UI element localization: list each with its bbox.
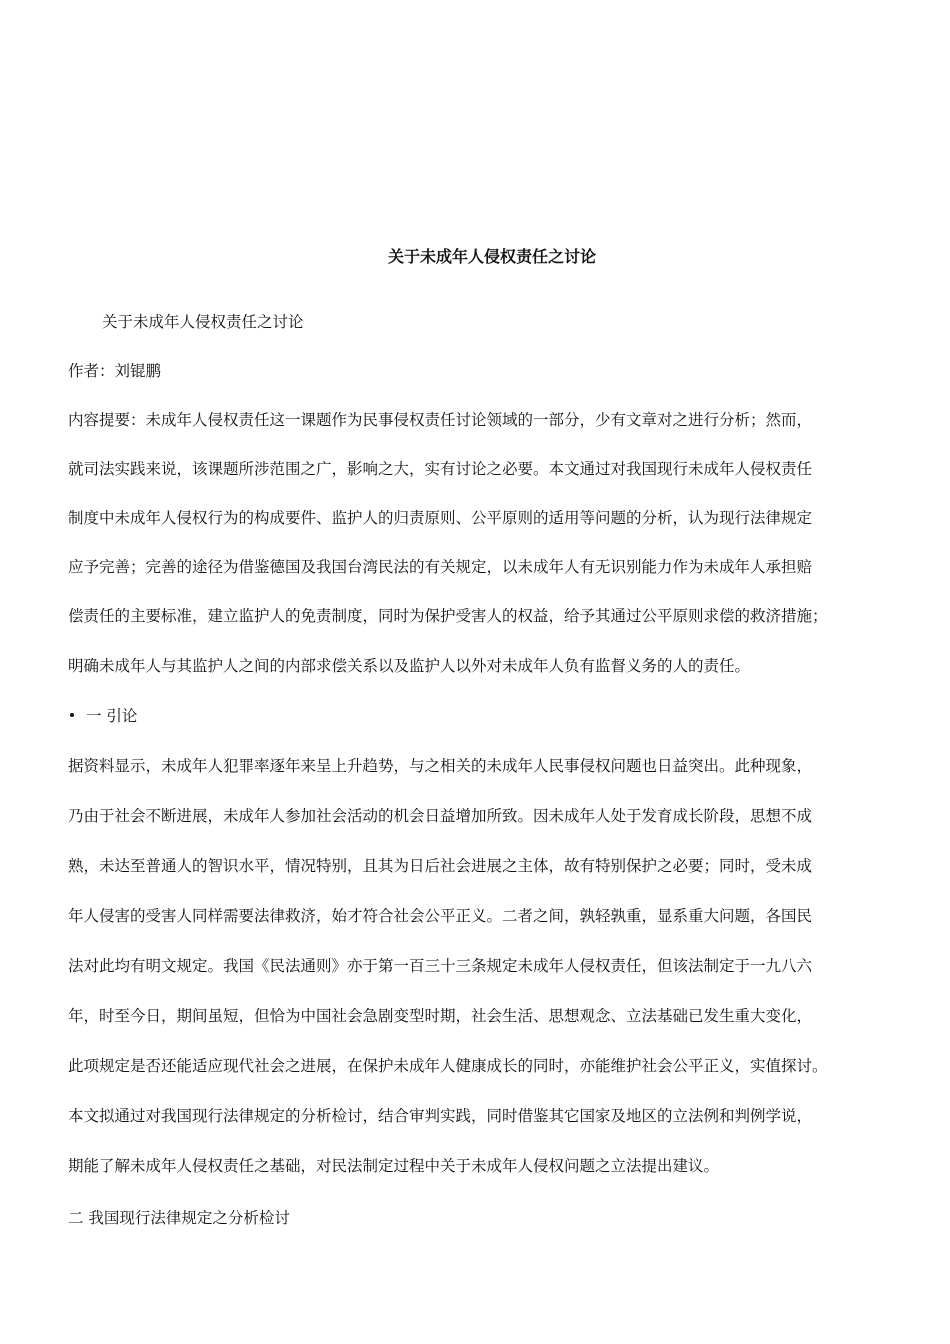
body-line: 熟，未达至普通人的智识水平，情况特别，且其为日后社会进展之主体，故有特别保护之必要；同时，受未成 — [68, 857, 813, 875]
section-heading-analysis: 二 我国现行法律规定之分析检讨 — [68, 1209, 290, 1227]
body-line: 乃由于社会不断进展，未成年人参加社会活动的机会日益增加所致。因未成年人处于发育成长阶段，思想不成 — [68, 807, 813, 825]
author-line: 作者：刘锟鹏 — [68, 362, 162, 380]
bullet-icon — [70, 713, 74, 717]
body-line: 年人侵害的受害人同样需要法律救济，始才符合社会公平正义。二者之间，孰轻孰重，显系重大问题，各国民 — [68, 907, 813, 925]
abstract-line: 明确未成年人与其监护人之间的内部求偿关系以及监护人以外对未成年人负有监督义务的人的责任。 — [68, 657, 751, 675]
body-line: 据资料显示，未成年人犯罪率逐年来呈上升趋势，与之相关的未成年人民事侵权问题也日益突出。此种现象， — [68, 757, 813, 775]
document-subtitle: 关于未成年人侵权责任之讨论 — [102, 313, 304, 331]
section-heading-intro — [66, 706, 137, 726]
section-heading-text: 一 引论 — [86, 707, 138, 725]
document-title: 关于未成年人侵权责任之讨论 — [387, 247, 596, 266]
abstract-line: 偿责任的主要标准，建立监护人的免责制度，同时为保护受害人的权益，给予其通过公平原则求偿的救济措施； — [68, 607, 828, 625]
abstract-line: 制度中未成年人侵权行为的构成要件、监护人的归责原则、公平原则的适用等问题的分析，认为现行法律规定 — [68, 509, 813, 527]
body-line: 本文拟通过对我国现行法律规定的分析检讨，结合审判实践，同时借鉴其它国家及地区的立法例和判例学说， — [68, 1107, 813, 1125]
body-line: 法对此均有明文规定。我国《民法通则》亦于第一百三十三条规定未成年人侵权责任，但该法制定于一九八六 — [68, 957, 813, 975]
body-line: 期能了解未成年人侵权责任之基础，对民法制定过程中关于未成年人侵权问题之立法提出建议。 — [68, 1157, 720, 1175]
abstract-line: 应予完善；完善的途径为借鉴德国及我国台湾民法的有关规定，以未成年人有无识别能力作为未成年人承担赔 — [68, 558, 813, 576]
abstract-line: 就司法实践来说，该课题所涉范围之广，影响之大，实有讨论之必要。本文通过对我国现行未成年人侵权责任 — [68, 460, 813, 478]
body-line: 此项规定是否还能适应现代社会之进展，在保护未成年人健康成长的同时，亦能维护社会公平正义，实值探讨。 — [68, 1057, 828, 1075]
body-line: 年，时至今日，期间虽短，但恰为中国社会急剧变型时期，社会生活、思想观念、立法基础已发生重大变化， — [68, 1007, 813, 1025]
abstract-line: 内容提要：未成年人侵权责任这一课题作为民事侵权责任讨论领域的一部分，少有文章对之进行分析；然而， — [68, 411, 813, 429]
